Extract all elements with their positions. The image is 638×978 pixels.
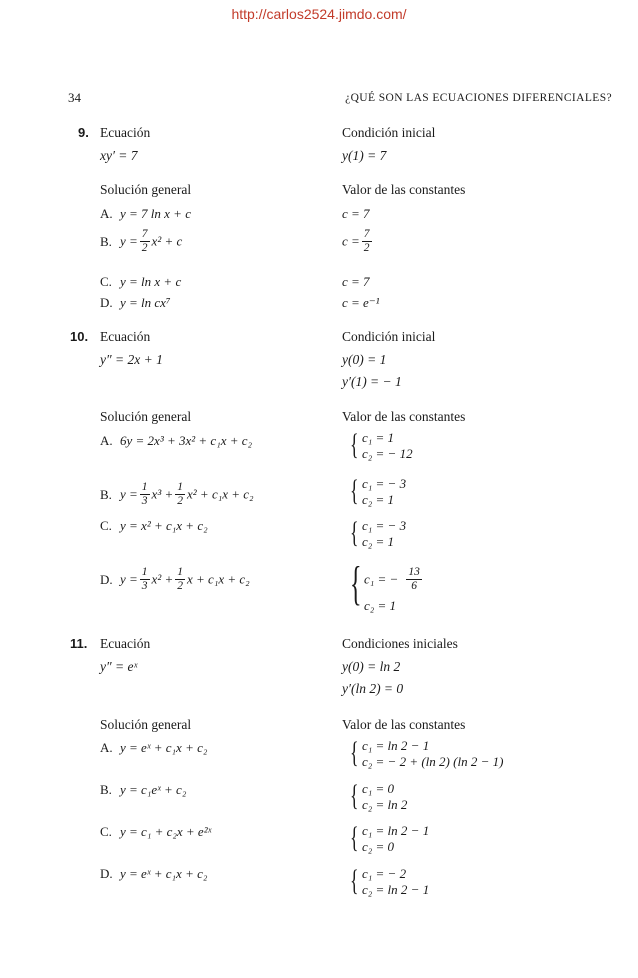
condition-label: Condición inicial — [342, 125, 436, 140]
option-letter: C. — [100, 274, 112, 289]
constant-c1: c₁ = 1 — [362, 430, 395, 445]
solution: y = ln cx⁷ — [120, 295, 171, 310]
option-letter: C. — [100, 518, 112, 533]
solution: y = eˣ + c₁x + c₂ — [120, 740, 208, 755]
general-solution-label: Solución general — [100, 182, 192, 197]
constant-c2: c₂ = 1 — [364, 598, 397, 613]
solution-prefix: y = — [120, 233, 138, 249]
constant-c1: c₁ = ln 2 − 1 — [362, 738, 430, 753]
constant-c2: c₂ = − 2 + (ln 2) (ln 2 − 1) — [362, 754, 504, 769]
constants-label: Valor de las constantes — [342, 182, 466, 197]
fraction: $\frac{1}{3}$ — [141, 566, 148, 592]
constant-value: c = e⁻¹ — [342, 295, 380, 310]
initial-condition: y′(1) = − 1 — [342, 374, 402, 389]
solution: y = ln x + c — [120, 274, 182, 289]
option-letter: B. — [100, 782, 112, 797]
brace-glyph: { — [350, 428, 359, 461]
constant-c2: c₂ = ln 2 − 1 — [362, 882, 430, 897]
option-letter: D. — [100, 295, 113, 310]
constant-c1: c₁ = ln 2 − 1 — [362, 823, 430, 838]
option-d — [100, 866, 207, 882]
fraction: $\frac{1}{2}$ — [177, 566, 183, 592]
solution: y = eˣ + c₁x + c₂ — [120, 866, 208, 881]
option-letter: A. — [100, 433, 113, 448]
option-d: D. y = $\frac{1}{3}$ x² + $\frac{1}{2}$ x + c₁x + c₂ — [100, 566, 250, 592]
equation-label: Ecuación — [100, 125, 151, 140]
constants-brace — [350, 558, 470, 616]
brace-glyph: { — [350, 474, 359, 507]
initial-condition: y(1) = 7 — [342, 148, 387, 163]
constant-c2: c₂ = − 12 — [362, 446, 413, 461]
brace-glyph: { — [350, 779, 359, 812]
solution: y = c₁eˣ + c₂ — [120, 782, 187, 797]
brace-glyph: { — [350, 557, 362, 610]
fraction: $\frac{7}{2}$ — [141, 228, 148, 254]
initial-condition: y(0) = ln 2 — [342, 659, 401, 674]
equation: y″ = 2x + 1 — [100, 352, 163, 367]
constant-c2: c₂ = 1 — [362, 492, 395, 507]
solution: 6y = 2x³ + 3x² + c₁x + c₂ — [120, 433, 253, 448]
fraction: $\frac{13}{6}$ — [408, 566, 420, 592]
conditions-label: Condiciones iniciales — [342, 636, 458, 651]
option-a — [100, 740, 207, 756]
solution: y = x² + c₁x + c₂ — [120, 518, 208, 533]
constant-value: c = 7 — [342, 274, 370, 289]
option-d — [100, 295, 170, 311]
option-letter: D. — [100, 571, 113, 587]
solution: x² + c — [151, 233, 183, 249]
brace-glyph: { — [350, 821, 359, 854]
constant-c1: c₁ = 0 — [362, 781, 395, 796]
option-b — [100, 228, 182, 255]
constant-c2: c₂ = 1 — [362, 534, 395, 549]
constants-label: Valor de las constantes — [342, 409, 466, 424]
running-head: ¿QUÉ SON LAS ECUACIONES DIFERENCIALES? — [345, 92, 612, 104]
constant-c1: c₁ = − 2 — [362, 866, 407, 881]
brace-glyph: { — [350, 516, 359, 549]
problem-number: 10. — [70, 329, 89, 344]
initial-condition: y′(ln 2) = 0 — [342, 681, 404, 696]
fraction: $\frac{1}{3}$ — [141, 481, 148, 507]
equation-label: Ecuación — [100, 636, 151, 651]
constant-c2: c₂ = ln 2 — [362, 797, 408, 812]
constant-c1: c₁ = − $\frac{13}{6}$ — [364, 566, 420, 592]
option-letter: C. — [100, 824, 112, 839]
brace-glyph: { — [350, 864, 359, 897]
general-solution-label: Solución general — [100, 409, 192, 424]
fraction: $\frac{7}{2}$ — [363, 228, 370, 254]
option-letter: A. — [100, 206, 113, 221]
option-letter: D. — [100, 866, 113, 881]
brace-glyph: { — [350, 736, 359, 769]
option-b: B. y = $\frac{1}{3}$ x³ + $\frac{1}{2}$ x² + c₁x + c₂ — [100, 481, 254, 507]
constant-value: c = 7 — [342, 206, 370, 221]
solution: y = 7 ln x + c — [120, 206, 191, 221]
option-a — [100, 206, 191, 222]
equation-label: Ecuación — [100, 329, 151, 344]
option-c — [100, 274, 181, 290]
condition-label: Condición inicial — [342, 329, 436, 344]
option-letter: B. — [100, 486, 112, 502]
option-letter: B. — [100, 233, 112, 249]
constant-c1: c₁ = − 3 — [362, 518, 407, 533]
constants-label: Valor de las constantes — [342, 717, 466, 732]
problem-number: 9. — [78, 125, 89, 140]
fraction: $\frac{1}{2}$ — [177, 481, 183, 507]
option-c — [100, 824, 211, 840]
constant-c2: c₂ = 0 — [362, 839, 395, 854]
page-number: 34 — [68, 90, 81, 105]
equation: y″ = eˣ — [100, 659, 138, 674]
option-letter: A. — [100, 740, 113, 755]
option-c — [100, 518, 208, 534]
option-a — [100, 433, 252, 449]
constant-c1: c₁ = − 3 — [362, 476, 407, 491]
problem-number: 11. — [70, 636, 88, 651]
equation: xy′ = 7 — [100, 148, 138, 163]
option-b — [100, 782, 186, 798]
source-url[interactable]: http://carlos2524.jimdo.com/ — [231, 6, 407, 22]
constant-value: c = $\frac{7}{2}$ — [342, 228, 370, 254]
initial-condition: y(0) = 1 — [342, 352, 387, 367]
solution: y = c₁ + c₂x + e²ˣ — [120, 824, 212, 839]
general-solution-label: Solución general — [100, 717, 192, 732]
